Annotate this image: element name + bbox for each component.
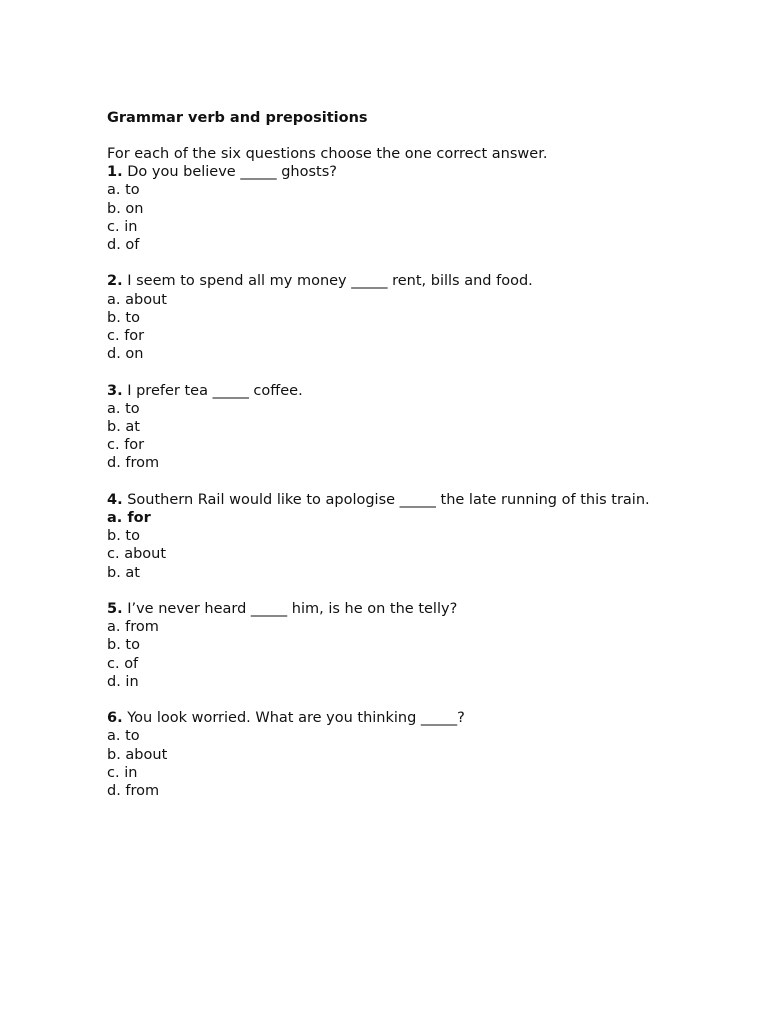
- question-3: [107, 382, 667, 473]
- question-6: [107, 709, 667, 800]
- question-number: 2.: [107, 273, 123, 290]
- answer-option[interactable]: b. to: [107, 528, 140, 545]
- answer-option[interactable]: b. at: [107, 564, 140, 581]
- question-prompt: I seem to spend all my money _____ rent, bills and food.: [127, 273, 533, 290]
- question-number: 3.: [107, 382, 123, 399]
- answer-option[interactable]: c. for: [107, 437, 145, 454]
- answer-option[interactable]: d. from: [107, 783, 160, 800]
- question-text: [107, 709, 667, 727]
- question-prompt: Southern Rail would like to apologise _____ the late running of this train.: [127, 491, 650, 508]
- question-prompt: I’ve never heard _____ him, is he on the telly?: [127, 601, 458, 618]
- question-prompt: I prefer tea _____ coffee.: [127, 382, 303, 399]
- question-prompt: Do you believe _____ ghosts?: [127, 164, 337, 181]
- question-text: [107, 272, 667, 290]
- instructions-text: For each of the six questions choose the one correct answer.: [107, 146, 548, 162]
- question-number: 1.: [107, 164, 123, 181]
- answer-option[interactable]: c. in: [107, 218, 138, 235]
- answer-option[interactable]: d. in: [107, 673, 139, 690]
- question-text: [107, 600, 667, 618]
- answer-option[interactable]: a. to: [107, 728, 140, 745]
- answer-option[interactable]: b. on: [107, 200, 144, 217]
- question-text: [107, 382, 667, 400]
- answer-option[interactable]: d. of: [107, 237, 140, 254]
- question-list: [107, 163, 667, 800]
- answer-option[interactable]: a. for: [107, 510, 151, 527]
- document-page: [107, 109, 667, 818]
- question-4: [107, 491, 667, 582]
- question-text: [107, 491, 667, 509]
- answer-option[interactable]: c. for: [107, 328, 145, 345]
- answer-option[interactable]: b. to: [107, 309, 140, 326]
- answer-option[interactable]: c. about: [107, 546, 167, 563]
- answer-option[interactable]: a. from: [107, 619, 159, 636]
- question-number: 4.: [107, 491, 123, 508]
- question-2: [107, 272, 667, 363]
- question-5: [107, 600, 667, 691]
- question-text: [107, 163, 667, 181]
- answer-option[interactable]: a. to: [107, 182, 140, 199]
- document-title: Grammar verb and prepositions: [107, 110, 368, 126]
- answer-option[interactable]: b. at: [107, 419, 140, 436]
- answer-option[interactable]: a. about: [107, 291, 167, 308]
- answer-option[interactable]: b. to: [107, 637, 140, 654]
- answer-option[interactable]: c. in: [107, 764, 138, 781]
- question-number: 5.: [107, 601, 123, 618]
- answer-option[interactable]: a. to: [107, 400, 140, 417]
- question-number: 6.: [107, 710, 123, 727]
- question-1: [107, 163, 667, 254]
- answer-option[interactable]: c. of: [107, 655, 139, 672]
- answer-option[interactable]: d. on: [107, 346, 144, 363]
- question-prompt: You look worried. What are you thinking _____?: [127, 710, 465, 727]
- answer-option[interactable]: d. from: [107, 455, 160, 472]
- answer-option[interactable]: b. about: [107, 746, 168, 763]
